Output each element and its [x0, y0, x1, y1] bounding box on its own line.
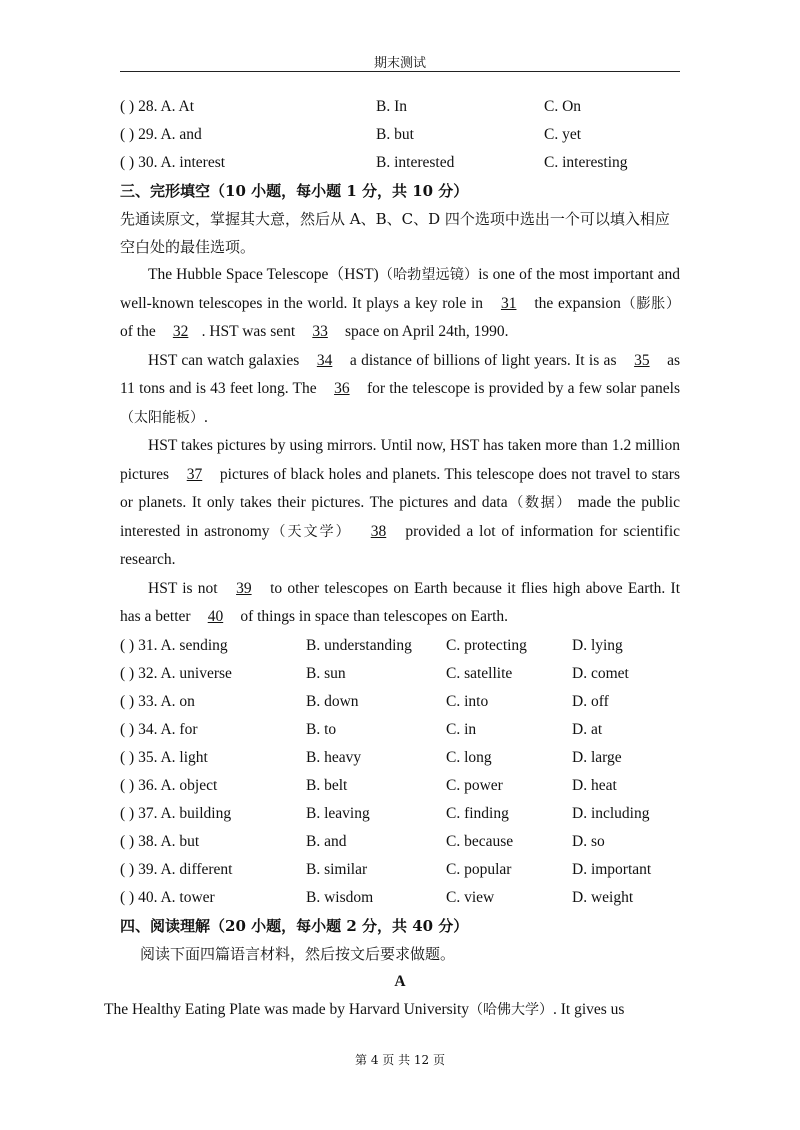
section3-instruction-1: 先通读原文，掌握其大意，然后从 A、B、C、D 四个选项中选出一个可以填入相应 — [120, 210, 670, 228]
header-divider — [120, 71, 680, 72]
option-b: B. down — [306, 692, 359, 710]
passage-paragraph-1: The Hubble Space Telescope（HST)（哈勃望远镜）is one of the most important and well-known telescopes in the world. It plays a key role in 31 the expansion（膨胀） of the 32 . HST was sent 33 space on April 24th, 1990. — [120, 261, 680, 347]
blank-36: 36 — [334, 380, 350, 397]
option-c: C. view — [446, 888, 495, 906]
options-cloze — [120, 632, 680, 912]
option-c: C. interesting — [544, 154, 628, 171]
option-row — [120, 772, 680, 800]
section3-title: 三、完形填空（10 小题，每小题 1 分，共 10 分） — [120, 182, 469, 200]
option-b: B. and — [306, 832, 347, 850]
option-b: B. sun — [306, 664, 346, 682]
option-a: ( ) 30. A. interest — [120, 154, 226, 171]
option-row — [120, 632, 680, 660]
option-c: C. protecting — [446, 636, 527, 654]
option-d: D. weight — [572, 888, 634, 906]
option-c: C. in — [446, 720, 477, 738]
option-row — [120, 800, 680, 828]
option-a: ( ) 32. A. universe — [120, 664, 232, 682]
blank-31: 31 — [500, 294, 517, 312]
option-c: C. On — [544, 98, 582, 115]
option-c: C. long — [446, 748, 492, 766]
passage-paragraph-2: HST can watch galaxies 34 a distance of billions of light years. It is as 35 as 11 tons and is 43 feet long. The 36 for the telescope is provided by a few solar panels（太阳能板）. — [120, 347, 680, 433]
section3-instruction-2: 空白处的最佳选项。 — [120, 238, 256, 256]
option-c: C. finding — [446, 804, 509, 822]
option-a: ( ) 39. A. different — [120, 860, 233, 878]
option-row — [120, 688, 680, 716]
option-d: D. comet — [572, 664, 629, 682]
option-d: D. large — [572, 748, 622, 766]
option-row — [120, 149, 680, 177]
option-row — [120, 660, 680, 688]
blank-37: 37 — [186, 465, 203, 483]
option-d: D. important — [572, 860, 652, 878]
option-b: B. interested — [376, 154, 455, 171]
option-c: C. yet — [544, 126, 582, 143]
section4-instruction: 阅读下面四篇语言材料，然后按文后要求做题。 — [140, 944, 456, 963]
option-row — [120, 856, 680, 884]
passage-paragraph-4: HST is not 39 to other telescopes on Earth because it flies high above Earth. It has a better 40 of things in space than telescopes on Earth. — [120, 575, 680, 632]
option-row — [120, 121, 680, 149]
blank-33: 33 — [312, 323, 328, 340]
option-a: ( ) 31. A. sending — [120, 636, 228, 654]
option-a: ( ) 37. A. building — [120, 804, 232, 822]
section4-title: 四、阅读理解（20 小题，每小题 2 分，共 40 分） — [120, 916, 469, 935]
option-row — [120, 716, 680, 744]
option-a: ( ) 36. A. object — [120, 776, 218, 794]
option-b: B. wisdom — [306, 888, 374, 906]
option-d: D. so — [572, 832, 605, 850]
blank-32: 32 — [172, 323, 189, 340]
option-c: C. popular — [446, 860, 512, 878]
option-c: C. because — [446, 832, 514, 850]
option-a: ( ) 33. A. on — [120, 692, 195, 710]
option-a: ( ) 35. A. light — [120, 748, 208, 766]
option-c: C. satellite — [446, 664, 513, 682]
option-b: B. belt — [306, 776, 348, 794]
option-b: B. but — [376, 126, 414, 143]
page-header: 期末测试 — [373, 56, 426, 71]
option-d: D. off — [572, 692, 609, 710]
blank-34: 34 — [316, 351, 333, 369]
option-a: ( ) 38. A. but — [120, 832, 200, 850]
passage-letter: A — [394, 972, 406, 990]
option-row — [120, 884, 680, 912]
option-a: ( ) 28. A. At — [120, 98, 195, 115]
option-b: B. similar — [306, 860, 368, 878]
option-b: B. to — [306, 720, 337, 738]
page-content — [104, 93, 681, 1024]
passage-paragraph-3: HST takes pictures by using mirrors. Until now, HST has taken more than 1.2 million pictures 37 pictures of black holes and planets. This telescope does not travel to stars or planets. It only takes their pictures. The pictures and data（数据） made the public interested in astronomy（天文学） 38 provided a lot of information for scientific research. — [120, 437, 681, 568]
option-a: ( ) 34. A. for — [120, 720, 198, 738]
blank-35: 35 — [634, 351, 650, 369]
option-d: D. heat — [572, 776, 617, 794]
option-row — [120, 744, 680, 772]
reading-passage-first-line: The Healthy Eating Plate was made by Harvard University（哈佛大学）. It gives us — [104, 1000, 625, 1018]
blank-39: 39 — [236, 579, 252, 597]
option-row — [120, 93, 680, 121]
option-d: D. at — [572, 720, 603, 738]
blank-40: 40 — [207, 608, 224, 625]
option-row — [120, 828, 680, 856]
options-top — [120, 93, 680, 177]
option-d: D. lying — [572, 636, 623, 654]
option-b: B. In — [376, 98, 407, 115]
option-c: C. into — [446, 692, 489, 710]
blank-38: 38 — [370, 522, 387, 540]
option-b: B. leaving — [306, 804, 370, 822]
option-d: D. including — [572, 804, 650, 822]
option-b: B. heavy — [306, 748, 362, 766]
option-a: ( ) 40. A. tower — [120, 888, 215, 906]
option-b: B. understanding — [306, 636, 412, 654]
option-a: ( ) 29. A. and — [120, 126, 202, 143]
option-c: C. power — [446, 776, 503, 794]
page-footer: 第 4 页 共 12 页 — [355, 1053, 445, 1067]
